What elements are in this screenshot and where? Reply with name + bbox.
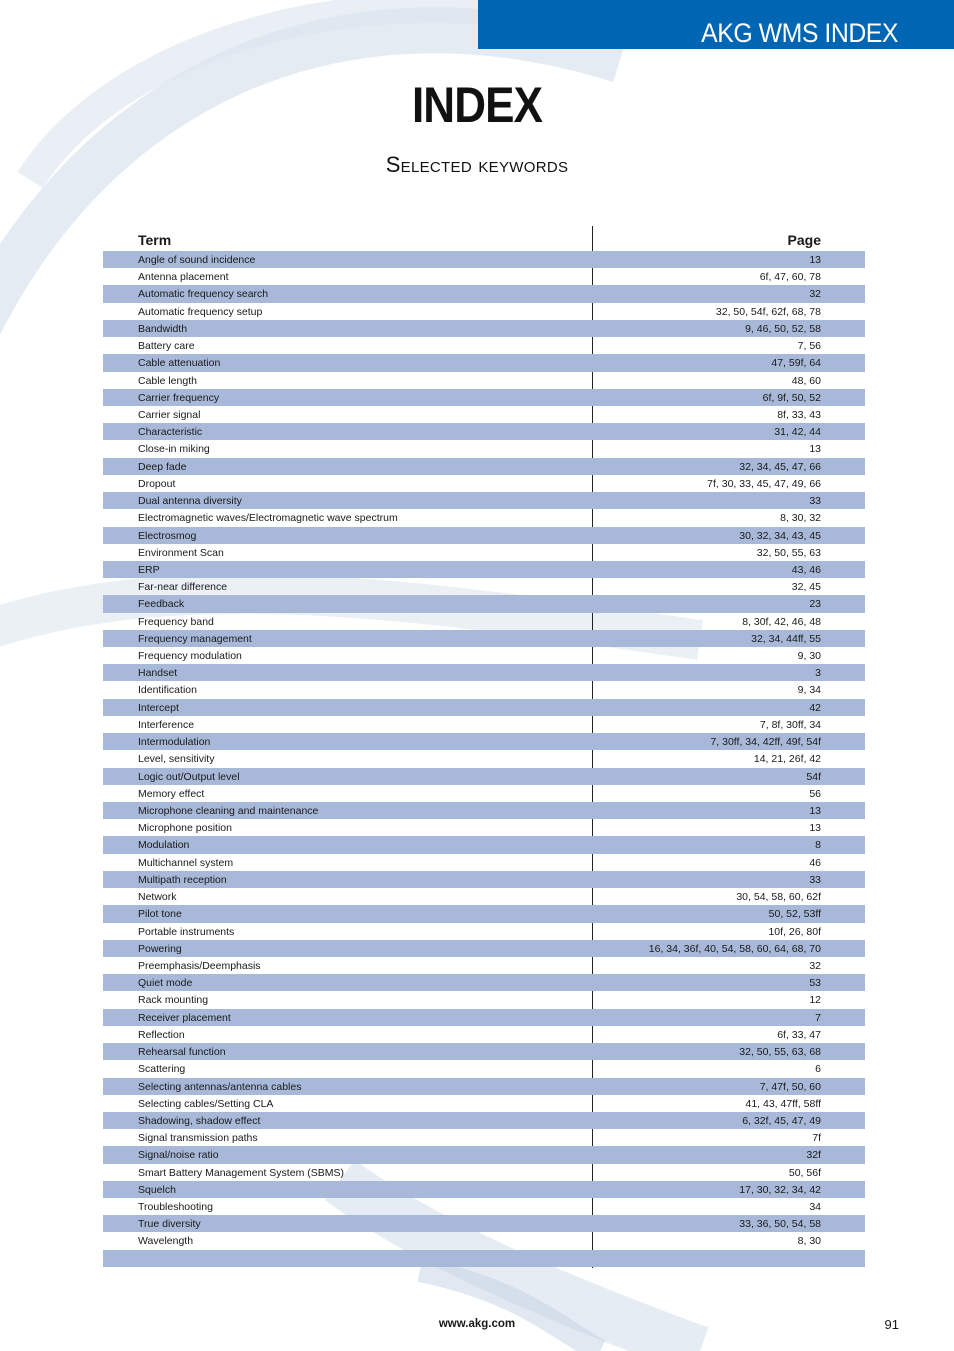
page-cell: 47, 59f, 64 xyxy=(771,357,821,370)
table-row xyxy=(103,372,865,389)
table-row xyxy=(103,854,865,871)
page-cell: 50, 52, 53ff xyxy=(768,908,821,921)
term-cell: Network xyxy=(138,891,177,904)
table-row xyxy=(103,699,865,716)
page-cell: 30, 54, 58, 60, 62f xyxy=(736,891,821,904)
term-cell: Multipath reception xyxy=(138,873,227,886)
page-cell: 56 xyxy=(809,787,821,800)
page-cell: 6f, 33, 47 xyxy=(777,1028,821,1041)
table-row xyxy=(103,337,865,354)
table-row xyxy=(103,285,865,302)
page-cell: 54f xyxy=(806,770,821,783)
page-column-header: Page xyxy=(787,232,821,248)
table-row xyxy=(103,251,865,268)
page-cell: 7, 47f, 50, 60 xyxy=(759,1080,821,1093)
term-cell: Electrosmog xyxy=(138,529,197,542)
section-title: AKG WMS INDEX xyxy=(701,18,898,48)
page-cell: 32f xyxy=(806,1149,821,1162)
page-cell: 17, 30, 32, 34, 42 xyxy=(739,1183,821,1196)
page-cell: 7f, 30, 33, 45, 47, 49, 66 xyxy=(707,477,821,490)
table-row xyxy=(103,750,865,767)
term-cell: Rehearsal function xyxy=(138,1046,226,1059)
table-row xyxy=(103,905,865,922)
table-row xyxy=(103,888,865,905)
page-cell: 32, 45 xyxy=(791,581,821,594)
table-header-row xyxy=(103,226,865,251)
page-cell: 8 xyxy=(815,839,821,852)
term-cell: Wavelength xyxy=(138,1235,194,1248)
table-row xyxy=(103,957,865,974)
page-cell: 7, 8f, 30ff, 34 xyxy=(759,718,821,731)
table-row xyxy=(103,492,865,509)
page-cell: 3 xyxy=(815,667,821,680)
section-header-bar xyxy=(478,0,954,49)
term-cell: Rack mounting xyxy=(138,994,209,1007)
page-cell: 13 xyxy=(809,254,821,266)
term-cell: Squelch xyxy=(138,1183,176,1196)
term-cell: Preemphasis/Deemphasis xyxy=(138,959,261,972)
footer-url: www.akg.com xyxy=(438,1318,516,1330)
page-cell: 33 xyxy=(809,873,821,886)
table-body xyxy=(103,251,865,1267)
term-cell: Frequency band xyxy=(138,615,214,628)
table-row xyxy=(103,578,865,595)
table-row xyxy=(103,664,865,681)
page-cell: 48, 60 xyxy=(791,374,821,387)
page-cell: 10f, 26, 80f xyxy=(768,925,821,938)
term-cell: Dropout xyxy=(138,477,176,490)
term-cell: Microphone position xyxy=(138,822,232,835)
table-row xyxy=(103,1129,865,1146)
page-cell: 32, 34, 44ff, 55 xyxy=(751,632,821,645)
term-cell: Portable instruments xyxy=(138,925,235,938)
table-row xyxy=(103,613,865,630)
page-cell: 33 xyxy=(809,495,821,508)
table-row xyxy=(103,1181,865,1198)
term-cell: Signal/noise ratio xyxy=(138,1149,219,1162)
term-cell: Identification xyxy=(138,684,197,697)
term-cell: Memory effect xyxy=(138,787,205,800)
term-cell: Carrier signal xyxy=(138,408,201,421)
term-cell: Automatic frequency setup xyxy=(138,305,263,318)
term-cell: Battery care xyxy=(138,340,195,353)
table-row xyxy=(103,320,865,337)
term-cell: Deep fade xyxy=(138,460,187,473)
term-cell: Electromagnetic waves/Electromagnetic wave spectrum xyxy=(138,512,398,525)
index-table xyxy=(103,226,865,1267)
table-row xyxy=(103,1009,865,1026)
table-row xyxy=(103,406,865,423)
term-cell: Powering xyxy=(138,942,182,955)
table-row xyxy=(103,819,865,836)
term-cell: Selecting cables/Setting CLA xyxy=(138,1097,274,1110)
term-cell: Far-near difference xyxy=(138,581,228,594)
table-row xyxy=(103,1198,865,1215)
table-row xyxy=(103,630,865,647)
term-cell: Shadowing, shadow effect xyxy=(138,1114,261,1127)
term-cell: Multichannel system xyxy=(138,856,234,869)
table-row xyxy=(103,836,865,853)
term-cell: Feedback xyxy=(138,598,185,611)
table-row xyxy=(103,785,865,802)
page-cell: 6 xyxy=(815,1063,821,1076)
table-row xyxy=(103,544,865,561)
term-cell: Quiet mode xyxy=(138,977,193,990)
table-row xyxy=(103,768,865,785)
term-cell: Pilot tone xyxy=(138,908,182,921)
term-cell: Cable length xyxy=(138,374,197,387)
page-cell: 32 xyxy=(809,288,821,301)
table-row xyxy=(103,303,865,320)
table-row xyxy=(103,1060,865,1077)
term-cell: Microphone cleaning and maintenance xyxy=(138,805,319,817)
page-cell: 14, 21, 26f, 42 xyxy=(753,753,821,766)
page-cell: 13 xyxy=(809,805,821,817)
table-row xyxy=(103,561,865,578)
page-cell: 13 xyxy=(809,822,821,835)
page-cell: 13 xyxy=(809,443,821,456)
table-row xyxy=(103,991,865,1008)
table-row xyxy=(103,802,865,819)
page-title: INDEX xyxy=(411,77,543,133)
term-cell: Selecting antennas/antenna cables xyxy=(138,1080,302,1093)
term-cell: Intermodulation xyxy=(138,736,211,749)
page-cell: 42 xyxy=(809,701,821,714)
term-cell: Environment Scan xyxy=(138,546,224,559)
page-cell: 12 xyxy=(809,994,821,1007)
table-row xyxy=(103,1232,865,1249)
table-row xyxy=(103,1043,865,1060)
page-cell: 32, 50, 55, 63, 68 xyxy=(739,1046,821,1059)
term-cell: Bandwidth xyxy=(138,322,188,335)
page-cell: 9, 34 xyxy=(797,684,821,697)
table-row xyxy=(103,716,865,733)
table-row xyxy=(103,974,865,991)
term-cell: Intercept xyxy=(138,701,179,714)
term-cell: Cable attenuation xyxy=(138,357,221,370)
table-row xyxy=(103,871,865,888)
term-cell: Handset xyxy=(138,667,178,680)
term-cell: Modulation xyxy=(138,839,190,852)
page-cell: 31, 42, 44 xyxy=(774,426,821,439)
page-cell: 32, 50, 55, 63 xyxy=(756,546,821,559)
page-cell: 30, 32, 34, 43, 45 xyxy=(739,529,821,542)
table-row xyxy=(103,923,865,940)
table-row xyxy=(103,595,865,612)
page-cell: 9, 46, 50, 52, 58 xyxy=(745,322,821,335)
table-row xyxy=(103,1026,865,1043)
term-cell: Frequency modulation xyxy=(138,650,242,663)
table-row xyxy=(103,681,865,698)
page-cell: 7, 30ff, 34, 42ff, 49f, 54f xyxy=(710,736,821,749)
table-row xyxy=(103,389,865,406)
page-cell: 7 xyxy=(815,1011,821,1024)
term-cell: Receiver placement xyxy=(138,1011,231,1024)
table-row xyxy=(103,1095,865,1112)
page-cell: 34 xyxy=(809,1201,821,1214)
term-cell: Frequency management xyxy=(138,632,252,645)
page-cell: 8, 30 xyxy=(797,1235,821,1248)
term-cell: Characteristic xyxy=(138,426,203,439)
term-cell: ERP xyxy=(138,563,160,576)
page-number: 91 xyxy=(884,1317,899,1332)
table-row xyxy=(103,647,865,664)
page-cell: 6f, 9f, 50, 52 xyxy=(762,391,821,404)
term-cell: Scattering xyxy=(138,1063,186,1076)
term-cell: Smart Battery Management System (SBMS) xyxy=(138,1166,344,1179)
table-row xyxy=(103,1078,865,1095)
page-cell: 16, 34, 36f, 40, 54, 58, 60, 64, 68, 70 xyxy=(648,942,821,955)
page-cell: 32, 50, 54f, 62f, 68, 78 xyxy=(715,305,821,318)
page-cell: 8f, 33, 43 xyxy=(777,408,821,421)
table-row xyxy=(103,1164,865,1181)
term-cell: Troubleshooting xyxy=(138,1201,213,1214)
term-cell: Logic out/Output level xyxy=(138,770,240,783)
table-row xyxy=(103,940,865,957)
page-cell: 50, 56f xyxy=(788,1166,821,1179)
table-row xyxy=(103,268,865,285)
table-row xyxy=(103,458,865,475)
page-cell: 7, 56 xyxy=(797,340,821,353)
page-cell: 23 xyxy=(809,598,821,611)
term-cell: Interference xyxy=(138,718,195,731)
page-cell: 53 xyxy=(809,977,821,990)
term-cell: Automatic frequency search xyxy=(138,288,269,301)
table-row xyxy=(103,1250,865,1267)
term-cell: Close-in miking xyxy=(138,443,210,456)
term-cell: True diversity xyxy=(138,1218,201,1231)
page-cell: 6, 32f, 45, 47, 49 xyxy=(742,1114,821,1127)
page-cell: 7f xyxy=(812,1132,821,1145)
page-cell: 8, 30f, 42, 46, 48 xyxy=(742,615,821,628)
table-row xyxy=(103,475,865,492)
page-cell: 6f, 47, 60, 78 xyxy=(759,271,821,284)
table-row xyxy=(103,733,865,750)
page-cell: 8, 30, 32 xyxy=(780,512,821,525)
page-cell: 32, 34, 45, 47, 66 xyxy=(739,460,821,473)
table-row xyxy=(103,1215,865,1232)
table-row xyxy=(103,423,865,440)
term-cell: Antenna placement xyxy=(138,271,229,284)
term-cell: Reflection xyxy=(138,1028,185,1041)
term-cell: Dual antenna diversity xyxy=(138,495,242,508)
table-row xyxy=(103,509,865,526)
table-row xyxy=(103,440,865,457)
table-row xyxy=(103,527,865,544)
table-row xyxy=(103,354,865,371)
page-cell: 41, 43, 47ff, 58ff xyxy=(745,1097,821,1110)
page-cell: 9, 30 xyxy=(797,650,821,663)
term-cell: Carrier frequency xyxy=(138,391,220,404)
page-cell: 46 xyxy=(809,856,821,869)
term-cell: Angle of sound incidence xyxy=(138,254,256,266)
term-cell: Signal transmission paths xyxy=(138,1132,258,1145)
page-subtitle: Selected keywords xyxy=(385,152,569,177)
table-row xyxy=(103,1146,865,1163)
page-cell: 33, 36, 50, 54, 58 xyxy=(739,1218,821,1231)
page-cell: 43, 46 xyxy=(791,563,821,576)
term-cell: Level, sensitivity xyxy=(138,753,215,766)
term-column-header: Term xyxy=(138,232,172,248)
table-row xyxy=(103,1112,865,1129)
page-cell: 32 xyxy=(809,959,821,972)
